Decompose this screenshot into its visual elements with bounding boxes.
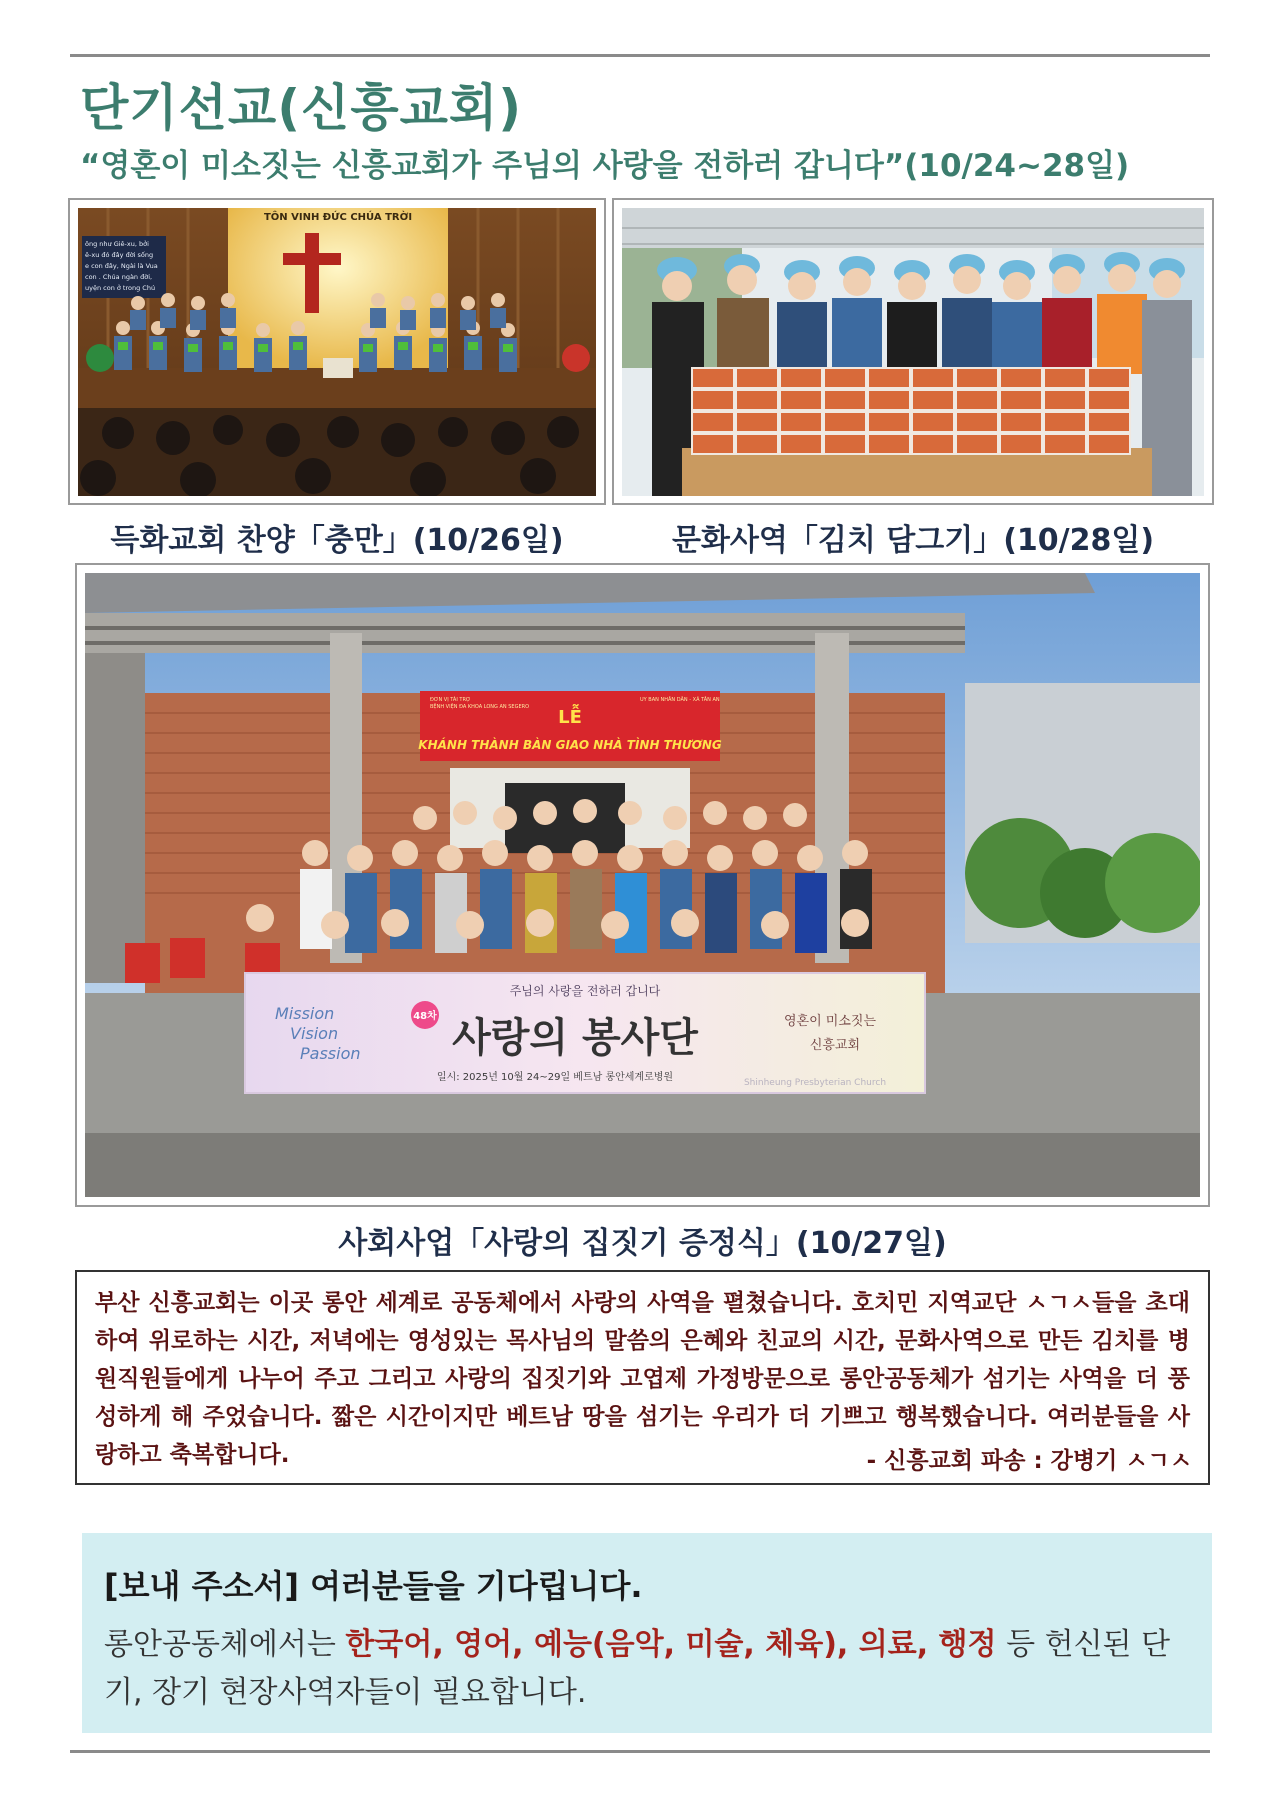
choir-photo-frame xyxy=(68,198,606,505)
top-rule xyxy=(70,54,1210,57)
bottom-rule xyxy=(70,1750,1210,1753)
choir-photo xyxy=(78,208,596,496)
kimchi-photo xyxy=(622,208,1204,496)
group-caption: 사회사업「사랑의 집짓기 증정식」(10/27일) xyxy=(338,1226,947,1261)
recruit-suffix: 등 헌신된 단기, 장기 현장사역자들이 필요합니다. xyxy=(104,1627,1171,1710)
banner-english-text: Shinheung Presbyterian Church xyxy=(743,1078,887,1088)
banner-date-text: 일시: 2025년 10월 24~29일 베트남 롱안세계로병원 xyxy=(436,1072,674,1083)
choir-banner-text: TÔN VINH ĐỨC CHÚA TRỜI xyxy=(263,212,413,223)
page-subtitle: “영혼이 미소짓는 신흥교회가 주님의 사랑을 전하러 갑니다”(10/24~28일) xyxy=(80,148,1130,184)
banner-right-line-2: 신흥교회 xyxy=(809,1038,861,1053)
recruit-body xyxy=(104,1621,1194,1717)
red-banner-small-right: UY BAN NHÂN DÂN - XÃ TÂN AN xyxy=(640,697,720,703)
banner-badge: 48차 xyxy=(413,1011,437,1022)
red-banner-line: KHÁNH THÀNH BÀN GIAO NHÀ TÌNH THƯƠNG xyxy=(418,738,722,752)
banner-mvp-word: Vision xyxy=(290,1024,339,1043)
kimchi-caption: 문화사역「김치 담그기」(10/28일) xyxy=(671,523,1155,558)
report-text: 부산 신흥교회는 이곳 롱안 세계로 공동체에서 사랑의 사역을 펼쳤습니다. 호치민 지역교단 ㅅㄱㅅ들을 초대하여 위로하는 시간, 저녁에는 영성있는 목사님의 말씀의 은혜와 친교의 시간, 문화사역으로 만든 김치를 병원직원들에게 나누어 주고 그리고 사랑의 집짓기와 고엽제 가정방문으로 롱안공동체가 섬기는 사역을 더 풍성하게 해 주었습니다. 짧은 시간이지만 베트남 땅을 섬기는 우리가 더 기쁘고 행복했습니다. 여러분들을 사랑하고 축복합니다. xyxy=(95,1290,1190,1468)
group-photo xyxy=(85,573,1200,1197)
recruit-prefix: 롱안공동체에서는 xyxy=(104,1627,346,1662)
report-signature: - 신흥교회 파송 : 강병기 ㅅㄱㅅ xyxy=(866,1448,1192,1474)
choir-screen-line: e con đây, Ngài là Vua xyxy=(85,262,158,270)
choir-screen-line: con . Chúa ngàn đời, xyxy=(85,273,153,281)
choir-caption: 득화교회 찬양「충만」(10/26일) xyxy=(110,523,564,558)
banner-right-line-1: 영혼이 미소짓는 xyxy=(783,1014,877,1029)
choir-screen-line: ê-xu đó đây đời sống xyxy=(85,251,154,259)
recruit-heading: [보내 주소서] 여러분들을 기다립니다. xyxy=(104,1567,643,1605)
choir-screen-line: uyện con ở trong Chú xyxy=(85,284,156,292)
banner-main-text: 사랑의 봉사단 xyxy=(452,1015,698,1061)
group-photo-frame xyxy=(75,563,1210,1207)
recruit-highlight: 한국어, 영어, 예능(음악, 미술, 체육), 의료, 행정 xyxy=(345,1627,997,1662)
kimchi-photo-frame xyxy=(612,198,1214,505)
banner-top-text: 주님의 사랑을 전하러 갑니다 xyxy=(509,984,661,998)
page-title: 단기선교(신흥교회) xyxy=(80,79,523,137)
recruit-box xyxy=(82,1533,1212,1733)
report-box xyxy=(75,1270,1210,1485)
red-banner-small-left: BỆNH VIỆN ĐA KHOA LONG AN SEGERO xyxy=(430,704,530,710)
red-banner-small-left: ĐƠN VỊ TÀI TRỢ xyxy=(430,697,471,703)
red-banner-title: LỄ xyxy=(558,707,582,728)
banner-mvp-word: Mission xyxy=(275,1004,335,1023)
choir-screen-line: ông như Giê-xu, bởi xyxy=(85,240,149,248)
banner-mvp-word: Passion xyxy=(300,1044,361,1063)
